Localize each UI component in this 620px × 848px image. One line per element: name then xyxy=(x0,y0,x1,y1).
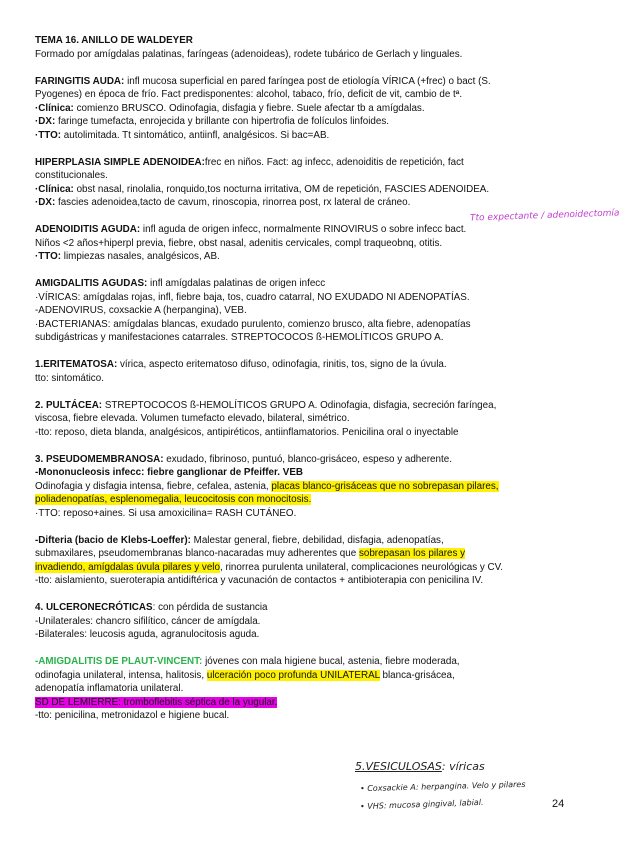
difteria-section: -Difteria (bacio de Klebs-Loeffer): Malestar general, fiebre, debilidad, disfagia, adenopatías, submaxilares, pseudomembranas blanco-nacaradas muy adherentes que sobrepasan los pilares y invadiendo, amígdalas úvula pilares y velo, rinorrea purulenta unilateral, complicaciones neurológicas y CV. -tto: aislamiento, sueroterapia antidiftérica y vacunación de contactos + antibioterapia con penicilina IV. xyxy=(35,534,504,586)
handwritten-vesiculosas-title: 5.VESICULOSAS: víricas xyxy=(355,760,485,773)
page-number: 24 xyxy=(552,798,565,810)
highlight-magenta: SD DE LEMIERRE: tromboflebitis séptica de la yugular. xyxy=(35,696,278,708)
highlight-yellow: sobrepasan los pilares y xyxy=(358,548,466,559)
handwritten-note-tto: Tto expectante / adenoidectomía xyxy=(469,208,620,224)
handwritten-bullet: • VHS: mucosa gingival, labial. xyxy=(359,797,484,812)
pultacea-section: 2. PULTÁCEA: STREPTOCOCOS ß-HEMOLÍTICOS GRUPO A. Odinofagia, disfagia, secreción faríngea, viscosa, fiebre elevada. Volumen tumefacto elevado, bilateral, simétrico. -tto: reposo, dieta blanda, analgésicos, antipiréticos, antiinflamatorios. Penicilina oral o inyectable xyxy=(35,399,497,438)
plaut-vincent-section: -AMIGDALITIS DE PLAUT-VINCENT: jóvenes con mala higiene bucal, astenia, fiebre moderada, odinofagia unilateral, intensa, halitosis, ulceración poco profunda UNILATERAL blanca-grisácea, adenopatía inflamatoria unilateral. SD DE LEMIERRE: tromboflebitis séptica de la yugular. -tto: penicilina, metronidazol e higiene bucal. xyxy=(35,656,460,721)
hiperplasia-section: HIPERPLASIA SIMPLE ADENOIDEA:frec en niños. Fact: ag infecc, adenoiditis de repetición, fact constitucionales. ·Clínica: obst nasal, rinolalia, ronquido,tos nocturna irritativa, OM de repetición, FASCIES ADENOIDEA. ·DX: fascies adenoidea,tacto de cavum, rinoscopia, rinorrea post, rx lateral de cráneo. xyxy=(35,156,490,208)
pseudomembranosa-section: 3. PSEUDOMEMBRANOSA: exudado, fibrinoso, puntuó, blanco-grisáceo, espeso y adherente. -Mononucleosis infecc: fiebre ganglionar de Pfeiffer. VEB Odinofagia y disfagia intensa, fiebre, cefalea, astenia, placas blanco-grisáceas que no sobrepasan pilares, poliadenopatías, esplenomegalia, leucocitosis con monocitosis. ·TTO: reposo+aines. Si usa amoxicilina= RASH CUTÁNEO. xyxy=(35,453,499,519)
highlight-yellow: poliadenopatías, esplenomegalia, leucocitosis con monocitosis. xyxy=(35,494,312,505)
section-title: TEMA 16. ANILLO DE WALDEYER xyxy=(35,35,193,46)
eritematosa-section: 1.ERITEMATOSA: vírica, aspecto eritematoso difuso, odinofagia, rinitis, tos, signo de la úvula. tto: sintomático. xyxy=(35,359,447,384)
highlight-yellow: ulceración poco profunda UNILATERAL xyxy=(206,669,380,681)
intro-text: Formado por amígdalas palatinas, faríngeas (adenoideas), rodete tubárico de Gerlach y linguales. xyxy=(35,48,463,60)
amigdalitis-section: AMIGDALITIS AGUDAS: infl amígdalas palatinas de origen infecc ·VÍRICAS: amígdalas rojas, infl, fiebre baja, tos, cuadro catarral, NO EXUDADO NI ADENOPATÍAS. -ADENOVIRUS, coxsackie A (herpangina), VEB. ·BACTERIANAS: amígdalas blancas, exudado purulento, comienzo brusco, alta fiebre, adenopatías subdigástricas y manifestaciones catarrales. STREPTOCOCOS ß-HEMOLÍTICOS GRUPO A. xyxy=(35,278,471,343)
highlight-yellow: placas blanco-grisáceas que no sobrepasan pilares, xyxy=(271,480,499,492)
ulceronecroticas-section: 4. ULCERONECRÓTICAS: con pérdida de sustancia -Unilaterales: chancro sifilítico, cáncer de amígdala. -Bilaterales: leucosis aguda, agranulocitosis aguda. xyxy=(35,602,268,640)
handwritten-bullet: • Coxsackie A: herpangina. Velo y pilares xyxy=(359,779,526,794)
faringitis-section: FARINGITIS AUDA: infl mucosa superficial en pared faríngea post de etiología VÍRICA (+frec) o bact (S. Pyogenes) en época de frío. Fact predisponentes: alcohol, tabaco, frío, deficit de vit, cambio de tª. ·Clínica: comienzo BRUSCO. Odinofagia, disfagia y fiebre. Suele afectar tb a amígdalas. ·DX: faringe tumefacta, enrojecida y brillante con hipertrofia de folículos linfoides. ·TTO: autolimitada. Tt sintomático, antiinfl, analgésicos. Si bac=AB. xyxy=(35,75,491,141)
adenoiditis-section: ADENOIDITIS AGUDA: infl aguda de origen infecc, normalmente RINOVIRUS o sobre infecc bact. Niños <2 años+hiperpl previa, fiebre, obst nasal, adenitis cervicales, compl traqueobnq, otitis. ·TTO: limpiezas nasales, analgésicos, AB. xyxy=(35,224,467,262)
document-body xyxy=(35,34,575,723)
highlight-yellow: invadiendo, amígdalas úvula pilares y velo xyxy=(35,561,220,573)
